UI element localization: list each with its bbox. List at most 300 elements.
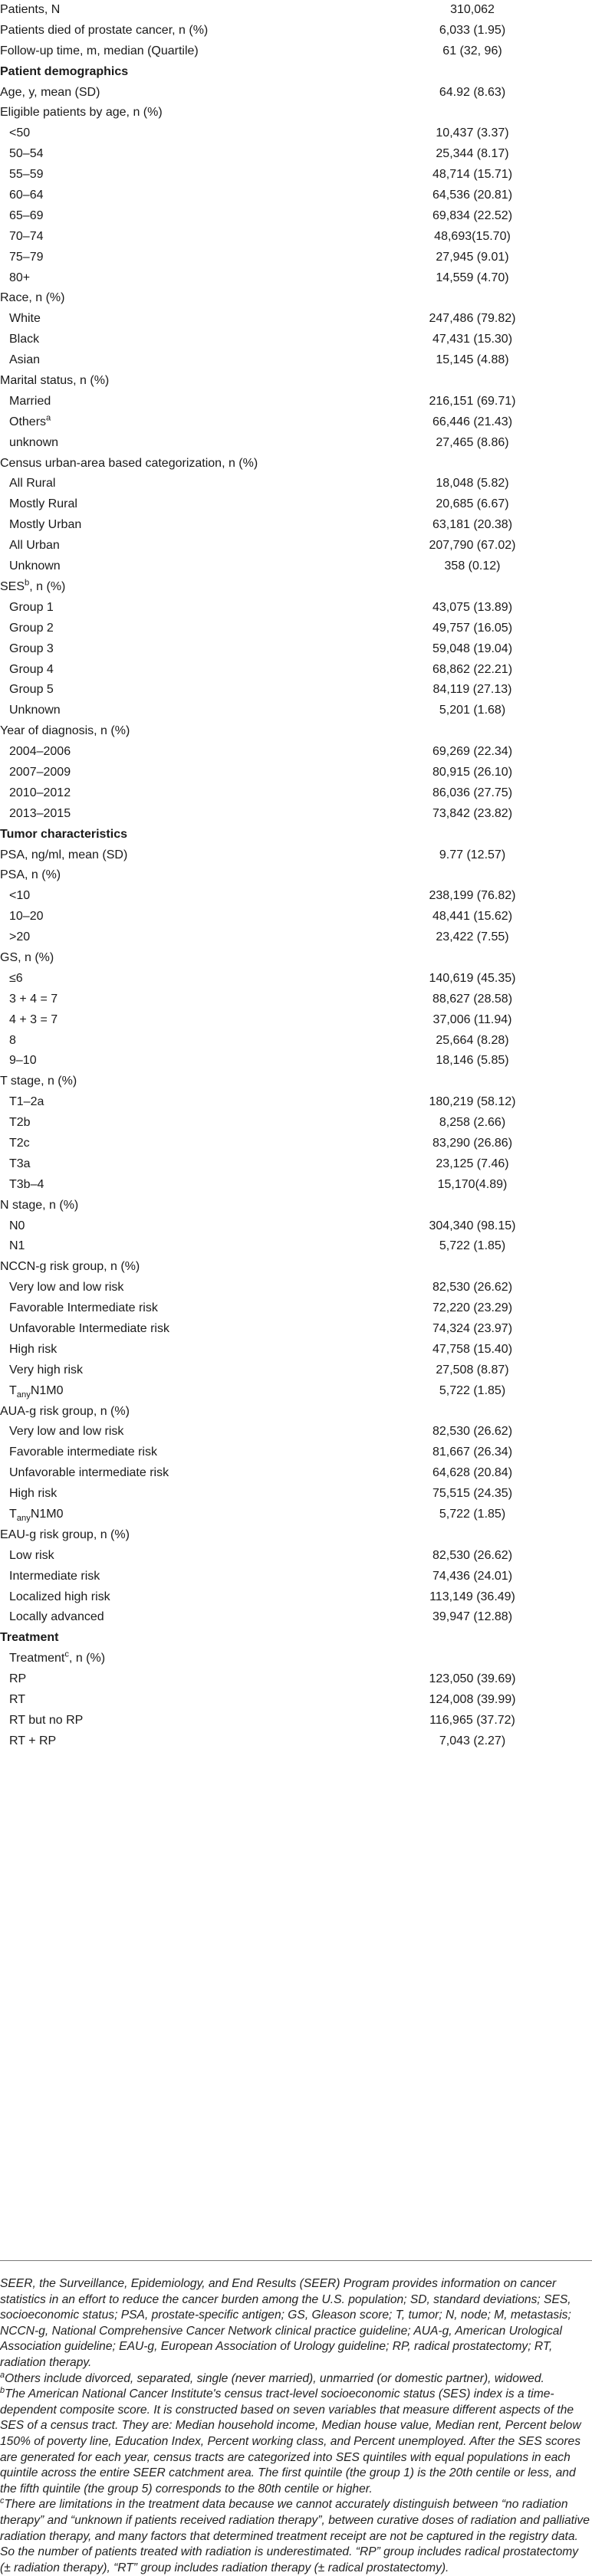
- table-row: [0, 248, 592, 268]
- row-label-text: Race, n (%): [0, 291, 65, 305]
- table-row: [0, 1010, 592, 1031]
- row-label-text: T3b–4: [9, 1177, 44, 1191]
- table-row: [0, 350, 592, 371]
- row-label-text: 3 + 4 = 7: [9, 992, 58, 1006]
- row-value: 8,258 (2.66): [439, 1116, 506, 1130]
- row-label: [9, 1175, 44, 1196]
- row-value: 48,714 (15.71): [432, 168, 513, 182]
- row-label-text: T: [9, 1508, 17, 1521]
- row-value: 63,181 (20.38): [432, 518, 513, 532]
- table-row: [0, 1236, 592, 1257]
- row-label-text: T: [9, 1383, 17, 1397]
- row-label-text: Group 5: [9, 683, 54, 697]
- table-row: [0, 1731, 592, 1752]
- table-row: [0, 1381, 592, 1402]
- row-value: 7,043 (2.27): [439, 1734, 506, 1747]
- row-label: [9, 474, 55, 494]
- row-label-text: NCCN-g risk group, n (%): [0, 1260, 140, 1274]
- row-label-text: EAU-g risk group, n (%): [0, 1528, 130, 1541]
- row-label-suffix: , n (%): [29, 579, 66, 593]
- table-row: [0, 454, 592, 474]
- row-label: [0, 62, 128, 83]
- row-label-text: 2004–2006: [9, 745, 71, 759]
- row-label-text: Very high risk: [9, 1363, 84, 1377]
- row-value: 358 (0.12): [444, 560, 501, 573]
- table-row: [0, 1587, 592, 1608]
- row-value: 216,151 (69.71): [429, 394, 516, 408]
- row-label: [9, 165, 44, 185]
- row-value: 83,290 (26.86): [432, 1136, 513, 1150]
- row-label: [9, 227, 44, 248]
- row-value: 5,722 (1.85): [439, 1508, 506, 1521]
- row-label-text: Year of diagnosis, n (%): [0, 724, 130, 738]
- row-label-text: N0: [9, 1219, 25, 1232]
- table-row: [0, 0, 592, 21]
- table-row: [0, 907, 592, 927]
- row-label-text: Favorable intermediate risk: [9, 1446, 157, 1459]
- row-value: 47,758 (15.40): [432, 1342, 513, 1356]
- row-value: 66,446 (21.43): [432, 415, 513, 428]
- row-label: [9, 701, 61, 721]
- table-row: [0, 742, 592, 763]
- table-row: [0, 1216, 592, 1237]
- row-label-text: T stage, n (%): [0, 1075, 77, 1088]
- row-label: [9, 536, 60, 556]
- table-row: [0, 1175, 592, 1196]
- table-row: [0, 845, 592, 866]
- row-label-text: 60–64: [9, 189, 44, 202]
- row-label-text: Patients died of prostate cancer, n (%): [0, 23, 209, 37]
- row-value: 82,530 (26.62): [432, 1281, 513, 1295]
- table-row: [0, 660, 592, 681]
- row-value: 69,834 (22.52): [432, 208, 513, 222]
- row-label: [9, 639, 54, 660]
- row-label: [0, 454, 258, 474]
- row-value: 23,125 (7.46): [436, 1157, 509, 1170]
- row-label-text: Unknown: [9, 560, 61, 573]
- row-label: [0, 1257, 140, 1278]
- table-row: [0, 268, 592, 289]
- row-label-text: Census urban-area based categorization, n (%): [0, 456, 258, 470]
- table-row: [0, 1134, 592, 1154]
- row-label-text: Treatment: [9, 1652, 65, 1665]
- row-label: [0, 1628, 58, 1649]
- row-value: 27,508 (8.87): [436, 1363, 509, 1377]
- row-label: [9, 144, 44, 165]
- row-value: 304,340 (98.15): [429, 1219, 516, 1232]
- table-row: [0, 1402, 592, 1423]
- table-row: [0, 783, 592, 804]
- row-label: [0, 1525, 130, 1546]
- row-value: 75,515 (24.35): [432, 1487, 513, 1501]
- row-label: [0, 1402, 130, 1423]
- row-value: 82,530 (26.62): [432, 1425, 513, 1439]
- row-label-text: RP: [9, 1672, 27, 1686]
- footnote-b-text: The American National Cancer Institute's census tract-level socioeconomic status (SES) index is a time-dependent composite score. It is constructed based on seven variables that measure different aspects of the SES of a census tract. They are: Median household income, Median house value, Median rent, Percent below 150% of poverty line, Education Index, Percent working class, and Percent unemployed. After the SES scores are generated for each year, census tracts are categorized into SES quintiles with equal populations in each quintile across the entire SEER catchment area. The first quintile (the group 1) is the 20th centile or less, and the fifth quintile (the group 5) corresponds to the 80th centile or higher.: [0, 2387, 581, 2496]
- row-label: [9, 783, 71, 804]
- table-row: [0, 1196, 592, 1216]
- table-row: [0, 1442, 592, 1463]
- row-label-text: All Urban: [9, 539, 60, 553]
- row-label: [0, 371, 109, 392]
- table-row: [0, 1360, 592, 1381]
- table-row: [0, 989, 592, 1010]
- row-label: [9, 598, 54, 619]
- row-label-text: N stage, n (%): [0, 1198, 79, 1212]
- row-label: [9, 556, 61, 577]
- row-label: [0, 948, 54, 969]
- row-label: [9, 886, 30, 907]
- row-label: [9, 309, 41, 330]
- row-value: 247,486 (79.82): [429, 312, 516, 326]
- table-row: [0, 1546, 592, 1567]
- row-label: [9, 1711, 83, 1731]
- row-value: 43,075 (13.89): [432, 600, 513, 614]
- row-value: 80,915 (26.10): [432, 765, 513, 779]
- row-label: [9, 350, 40, 371]
- row-label: [9, 1463, 169, 1484]
- table-row: [0, 474, 592, 494]
- row-label-text: Age, y, mean (SD): [0, 85, 100, 99]
- row-label-text: Mostly Rural: [9, 497, 77, 511]
- table-row: [0, 1319, 592, 1340]
- row-value: 84,119 (27.13): [432, 683, 512, 697]
- table-row: [0, 412, 592, 433]
- row-label: [0, 0, 60, 21]
- row-label: [9, 248, 44, 268]
- row-label: [9, 515, 81, 536]
- table-row: [0, 1340, 592, 1360]
- row-label-text: High risk: [9, 1342, 58, 1356]
- row-value: 86,036 (27.75): [432, 786, 513, 799]
- section-header-row: [0, 62, 592, 83]
- row-value: 9.77 (12.57): [439, 848, 506, 861]
- row-label-text: Unfavorable Intermediate risk: [9, 1322, 169, 1335]
- row-label: [9, 1134, 30, 1154]
- row-value: 61 (32, 96): [442, 44, 502, 57]
- table-row: [0, 206, 592, 227]
- row-label-text: Favorable Intermediate risk: [9, 1301, 158, 1315]
- row-label: [9, 1690, 25, 1711]
- row-label-text: RT but no RP: [9, 1713, 84, 1727]
- row-label-text: 4 + 3 = 7: [9, 1012, 58, 1026]
- row-label: [0, 21, 208, 41]
- subscript-text: any: [16, 1514, 31, 1524]
- row-label: [9, 1236, 25, 1257]
- row-value: 5,722 (1.85): [439, 1383, 506, 1397]
- table-row: [0, 227, 592, 248]
- row-value: 69,269 (22.34): [432, 745, 513, 759]
- table-row: [0, 515, 592, 536]
- row-label-text: Very low and low risk: [9, 1281, 124, 1295]
- row-value: 72,220 (23.29): [432, 1301, 513, 1315]
- row-label-text: 8: [9, 1033, 16, 1047]
- table-row: [0, 969, 592, 989]
- row-label: [0, 721, 130, 742]
- row-label-text: Mostly Urban: [9, 518, 82, 532]
- row-label-suffix: N1M0: [30, 1383, 64, 1397]
- row-label: [0, 288, 64, 309]
- row-label-text: Unfavorable intermediate risk: [9, 1466, 169, 1480]
- row-label: [9, 1360, 83, 1381]
- row-label-text: 2010–2012: [9, 786, 71, 799]
- row-value: 81,667 (26.34): [432, 1446, 513, 1459]
- row-label-text: Asian: [9, 353, 41, 367]
- row-label: [9, 619, 54, 639]
- table-row: [0, 701, 592, 721]
- row-label: [9, 392, 51, 412]
- row-label-text: RT: [9, 1693, 26, 1707]
- row-value: 140,619 (45.35): [429, 971, 516, 985]
- table-row: [0, 1669, 592, 1690]
- row-value: 20,685 (6.67): [436, 497, 509, 511]
- row-value: 37,006 (11.94): [432, 1012, 512, 1026]
- row-label: [9, 1092, 44, 1113]
- row-label-text: 2013–2015: [9, 806, 71, 820]
- row-label: [9, 742, 71, 763]
- row-label: [9, 1031, 16, 1052]
- row-label: [0, 1196, 78, 1216]
- row-label-text: GS, n (%): [0, 950, 54, 964]
- table-row: [0, 1092, 592, 1113]
- row-label: [0, 41, 199, 62]
- row-value: 73,842 (23.82): [432, 806, 513, 820]
- row-value: 82,530 (26.62): [432, 1548, 513, 1562]
- row-label-text: ≤6: [9, 971, 23, 985]
- row-value: 47,431 (15.30): [432, 333, 513, 346]
- subscript-text: any: [16, 1390, 31, 1400]
- table-row: [0, 1154, 592, 1175]
- footnote-marker: c: [64, 1649, 69, 1659]
- table-row: [0, 103, 592, 123]
- row-value: 6,033 (1.95): [439, 23, 506, 37]
- table-row: [0, 1690, 592, 1711]
- row-label-text: T3a: [9, 1157, 31, 1170]
- footnote-marker: a: [46, 413, 51, 423]
- row-value: 64,628 (20.84): [432, 1466, 513, 1480]
- row-label-text: Patients, N: [0, 3, 61, 16]
- row-label-text: SES: [0, 579, 25, 593]
- row-value: 207,790 (67.02): [429, 539, 516, 553]
- table-row: [0, 21, 592, 41]
- row-label: [9, 494, 77, 515]
- row-label: [9, 268, 30, 289]
- row-value: 18,146 (5.85): [436, 1054, 509, 1068]
- row-label: [9, 1051, 37, 1071]
- row-label: [9, 123, 30, 144]
- row-label: [9, 1649, 105, 1669]
- row-value: 124,008 (39.99): [429, 1693, 516, 1707]
- table-row: [0, 1422, 592, 1442]
- row-label-text: T1–2a: [9, 1095, 44, 1109]
- row-label: [9, 1442, 157, 1463]
- row-label-text: Married: [9, 394, 51, 408]
- row-label: [9, 1319, 169, 1340]
- footnote-b-mark: b: [0, 2385, 5, 2395]
- table-row: [0, 763, 592, 783]
- row-label-text: RT + RP: [9, 1734, 57, 1747]
- table-row: [0, 392, 592, 412]
- row-value: 64,536 (20.81): [432, 189, 513, 202]
- footnote-b: [0, 2387, 592, 2497]
- table-row: [0, 1525, 592, 1546]
- row-value: 27,465 (8.86): [436, 435, 509, 449]
- table-row: [0, 1031, 592, 1052]
- row-label: [0, 1071, 77, 1092]
- row-label-text: 9–10: [9, 1054, 37, 1068]
- table-row: [0, 288, 592, 309]
- row-value: 238,199 (76.82): [429, 889, 516, 903]
- row-label-text: <10: [9, 889, 31, 903]
- row-label: [9, 989, 58, 1010]
- row-label-text: AUA-g risk group, n (%): [0, 1404, 130, 1418]
- row-value: 113,149 (36.49): [429, 1590, 515, 1603]
- row-label: [0, 865, 61, 886]
- table-row: [0, 1278, 592, 1298]
- row-value: 59,048 (19.04): [432, 642, 513, 655]
- table-row: [0, 927, 592, 948]
- row-value: 25,664 (8.28): [436, 1033, 509, 1047]
- row-value: 74,436 (24.01): [432, 1569, 513, 1583]
- row-label-text: Treatment: [0, 1631, 59, 1645]
- table-row: [0, 536, 592, 556]
- table-row: [0, 1071, 592, 1092]
- row-label: [9, 1278, 123, 1298]
- footnote-a: [0, 2371, 592, 2387]
- row-label: [0, 577, 65, 598]
- row-value: 25,344 (8.17): [436, 147, 509, 161]
- footnote-marker: b: [25, 578, 30, 588]
- row-label: [9, 1587, 110, 1608]
- row-label: [9, 1113, 31, 1134]
- row-label: [9, 1381, 64, 1402]
- table-row: [0, 185, 592, 206]
- row-label-text: PSA, ng/ml, mean (SD): [0, 848, 128, 861]
- table-row: [0, 865, 592, 886]
- footnote-a-mark: a: [0, 2370, 5, 2380]
- row-value: 88,627 (28.58): [432, 992, 513, 1006]
- row-label-text: High risk: [9, 1487, 58, 1501]
- table-row: [0, 83, 592, 103]
- row-label-text: Locally advanced: [9, 1610, 104, 1624]
- table-row: [0, 598, 592, 619]
- row-value: 116,965 (37.72): [429, 1713, 515, 1727]
- table-row: [0, 556, 592, 577]
- row-label-text: 10–20: [9, 910, 44, 924]
- row-label-text: Low risk: [9, 1548, 54, 1562]
- table-row: [0, 1649, 592, 1669]
- row-label-text: T2c: [9, 1136, 30, 1150]
- row-label-text: White: [9, 312, 41, 326]
- table-row: [0, 1567, 592, 1587]
- row-value: 15,145 (4.88): [436, 353, 509, 367]
- row-label: [9, 969, 23, 989]
- row-label: [9, 763, 71, 783]
- row-label: [9, 330, 39, 350]
- row-label: [9, 927, 30, 948]
- footnote-c-mark: c: [0, 2496, 5, 2506]
- row-label-text: Group 2: [9, 621, 54, 635]
- row-value: 74,324 (23.97): [432, 1322, 513, 1335]
- row-label-text: 55–59: [9, 168, 44, 182]
- row-value: 68,862 (22.21): [432, 662, 513, 676]
- row-label-text: unknown: [9, 435, 59, 449]
- row-label: [9, 433, 58, 454]
- row-label: [9, 1010, 58, 1031]
- row-value: 14,559 (4.70): [436, 271, 509, 284]
- row-label: [0, 845, 127, 866]
- row-label-text: 75–79: [9, 250, 44, 264]
- section-header-row: [0, 825, 592, 845]
- row-label-text: PSA, n (%): [0, 868, 61, 882]
- table-row: [0, 165, 592, 185]
- table-row: [0, 1257, 592, 1278]
- row-label-text: Group 1: [9, 600, 54, 614]
- row-label: [0, 825, 127, 845]
- row-label-text: Unknown: [9, 704, 61, 717]
- table-row: [0, 948, 592, 969]
- row-label: [9, 1154, 31, 1175]
- row-label-suffix: , n (%): [68, 1652, 106, 1665]
- footnote-a-text: Others include divorced, separated, single (never married), unmarried (or domestic partner), widowed.: [5, 2371, 544, 2385]
- row-label-suffix: N1M0: [30, 1508, 64, 1521]
- row-label: [9, 1546, 54, 1567]
- row-label: [0, 103, 163, 123]
- row-label-text: N1: [9, 1239, 25, 1253]
- row-value: 5,201 (1.68): [439, 704, 506, 717]
- row-label-text: Black: [9, 333, 40, 346]
- table-row: [0, 371, 592, 392]
- row-label-text: 65–69: [9, 208, 44, 222]
- table-row: [0, 1711, 592, 1731]
- row-value: 18,048 (5.82): [436, 477, 509, 491]
- table-row: [0, 1463, 592, 1484]
- row-label-text: Very low and low risk: [9, 1425, 124, 1439]
- row-label: [9, 680, 54, 701]
- row-label: [9, 1216, 25, 1237]
- row-label: [9, 1484, 57, 1505]
- table-row: [0, 639, 592, 660]
- row-label: [9, 1340, 57, 1360]
- row-label-text: <50: [9, 126, 31, 140]
- table-bottom-rule: [0, 2260, 592, 2261]
- table-row: [0, 309, 592, 330]
- table-row: [0, 144, 592, 165]
- row-value: 23,422 (7.55): [436, 930, 509, 944]
- table-row: [0, 721, 592, 742]
- row-label-text: 80+: [9, 271, 31, 284]
- row-label: [9, 1669, 26, 1690]
- row-label-text: Follow-up time, m, median (Quartile): [0, 44, 199, 57]
- table-row: [0, 1607, 592, 1628]
- row-label-text: Localized high risk: [9, 1590, 110, 1603]
- table-row: [0, 433, 592, 454]
- row-value: 39,947 (12.88): [432, 1610, 513, 1624]
- table-row: [0, 330, 592, 350]
- row-value: 64.92 (8.63): [439, 85, 506, 99]
- row-label: [9, 804, 71, 825]
- row-label: [9, 1731, 56, 1752]
- row-label: [9, 1567, 100, 1587]
- footnote-c-text: There are limitations in the treatment data because we cannot accurately distinguish between “no radiation therapy” and “unknown if patients received radiation therapy”, between curative doses of radiation and palliative radiation therapy, and many factors that determined treatment receipt are not be captured in the registry data. So the number of patients treated with radiation is underestimated. “RP” group includes radical prostatectomy (± radiation therapy), “RT” group includes radiation therapy (± radical prostatectomy).: [0, 2498, 590, 2574]
- row-label-text: Group 3: [9, 642, 54, 655]
- row-value: 48,441 (15.62): [432, 910, 513, 924]
- table-footnotes: [0, 2276, 592, 2576]
- row-label-text: >20: [9, 930, 31, 944]
- row-label: [0, 83, 100, 103]
- row-value: 49,757 (16.05): [432, 621, 513, 635]
- table-row: [0, 1505, 592, 1525]
